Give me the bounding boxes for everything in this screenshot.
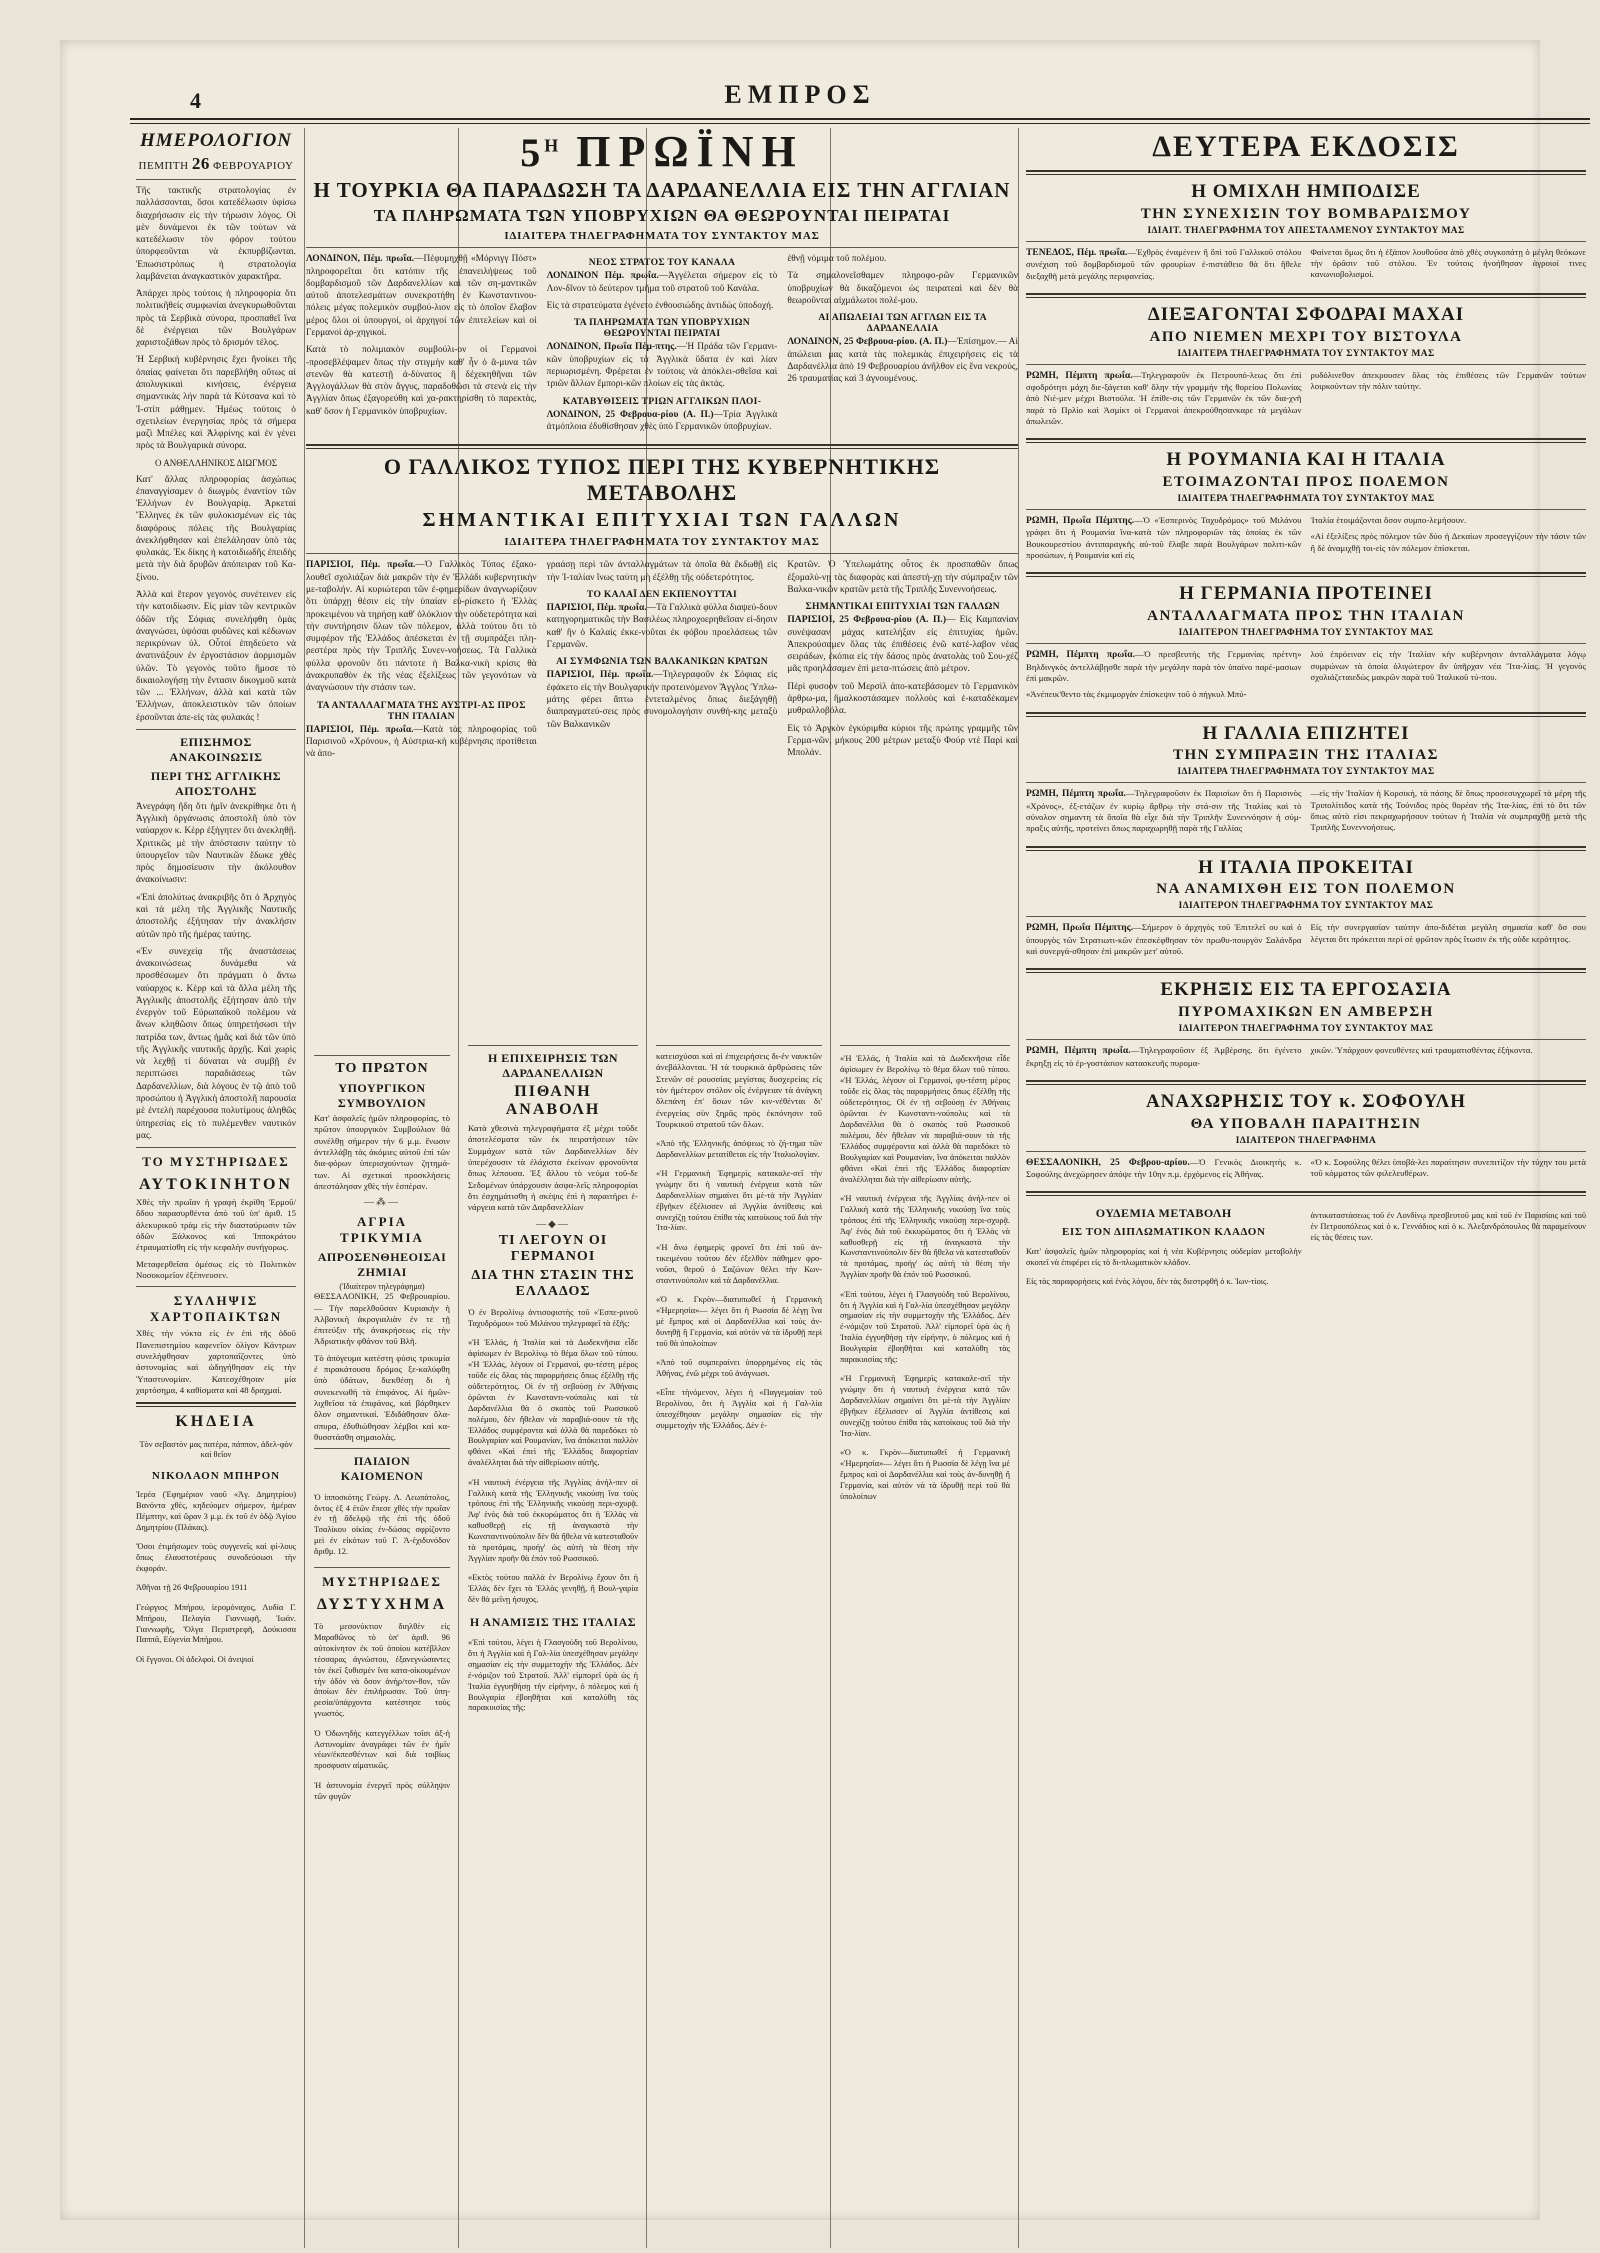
paragraph [1026, 649, 1302, 684]
divider [136, 179, 296, 180]
datelines: ΠΑΡΙΣΙΟΙ, Πέμ. πρωΐα. [546, 602, 647, 613]
child-burn-heading: ΠΑΙΔΙΟΝ ΚΑΙΟΜΕΝΟΝ [340, 1454, 424, 1484]
paragraph-text: —Πέφυμηχθῇ «Μόρνιγγ Πόστ» πληροφορεῖται ὅτι κατόπιν τῆς ἐπανειλήψεως τοῦ δομβαρδισμοῦ τῶν Δαρδανελλίων καὶ τῶν ση-μαντικῶν αὐτοῦ ἀποτελεσμάτων συνεκροτήθη ἐν Κωνσταντινου-πόλεις μέγας πολεμικὸν συμβού-λιον εἰς τὸ ὁποῖον ἔλαβον μέρος ὅλοι οἱ ὑπουργοί, οἱ ἀρχηγοί τῶν ἐπιτελείων καὶ οἱ Γερμανοὶ ἀρ-χηγικοί. [306, 254, 537, 338]
paragraph-text: —Ἐχθρὸς ἐναμένειν ἢ ὅπὶ τοῦ Γαλλικοῦ στόλου συνέχιση τοῦ δομβαρδισμοῦ τῶν φρουρίων ἐ-πιστάθειο θὰ ὅτι ἤθελε διεξαχθῆ μετὰ μεγάλης περιφανείας. [1026, 246, 1302, 281]
diary-date-month: ΦΕΒΡΟΥΑΡΙΟΥ [213, 160, 294, 172]
paragraph: «Ἐν συνεχείᾳ τῆς ἀναστάσεως ἀνακοινώσεως δυνάμεθα νὰ προσθέσωμεν ὅτι πράγματι ὁ ἄντω ναύαρχος κ. Κὲρρ καὶ τὰ ἄλλα μέλη τῆς Ἀγγλικῆς ἀποστολῆς ἐξήτησαν ἀπὸ τὴν ἐνεργὸν τοῦ Εὐρωπαϊκοῦ πολέμου νὰ ἄνων κληθῶσιν ὅπως ὑπηρετήσωσι τὴν πατρίδα των, ἄντως ἡμᾶς καὶ διὰ τῶν ὑπὸ τῆς Ἀγγλικῆς ναυτικῆς ἀρχῆς. Καὶ χωρὶς νὰ λεχθῇ τί δύναται νὰ συμβῇ ἐν περιπτώσει παραδιάσεως τῶν Δαρδανελλίων, διὰ λόγους ἐν τῷ ἀπὸ τοῦ προσώπου ἡ Ἀγγλικὴ ἀποστολῆ παρουσία μὲ ἐντελὴ παρέχουσα πολυτίμους ἀληθῶς ὑπηρεσίας εἰς τὸ πυλέμενθεν ναυτικόν μας. [136, 946, 296, 1141]
arrest-heading: ΣΥΛΛΗΨΙΣ ΧΑΡΤΟΠΑΙΚΤΩΝ [149, 1293, 283, 1325]
paragraph: ἐθνῇ νόμιμα τοῦ πολέμου. [787, 254, 887, 265]
fog-column-2 [1311, 247, 1587, 287]
auto-story-heading: ΤΟ ΜΥΣΤΗΡΙΩΔΕΣ [142, 1154, 290, 1170]
mystery-subheading: ΔΥΣΤΥΧΗΜΑ [316, 1595, 448, 1613]
paragraph: Ἡ ἀστυνομία ἐνεργεῖ πρὸς σύλληψιν τῶν φυγῶν [314, 1780, 450, 1801]
paragraph: Ἀνεγράφη ἤδη ὅτι ἡμῖν ἀνεκρίθηκε ὅτι ἡ Ἀγγλικὴ ὀργάνωσις ἀποστολῆ ὑπὸ τὸν ναύαρχον κ. Κὲρρ ἐξήγητεν ὅτι ἀνεκληθῇ. Χριτικῶς μὲ τὴν ἀπόστασιν ταύτην τὸ ὑπουργεῖον τῶν Ναυτικῶν ἔδωκε χθὲς πρὸς δημοσίευσιν τὴν ἀκόλουθον ἀνακοίνωσιν: [136, 801, 296, 886]
germany-offers-headline: Η ΓΕΡΜΑΝΙΑ ΠΡΟΤΕΙΝΕΙ [1179, 583, 1433, 605]
paragraph: Εἰς τὰς παραφορήσεις καὶ ἑνὸς λόγου, δὲν τὰς διεστρφθῆ ὁ κ. Ἰων-τίοις. [1026, 1277, 1269, 1287]
italy-heading: Η ΑΝΑΜΙΞΙΣ ΤΗΣ ΙΤΑΛΙΑΣ [469, 1614, 637, 1629]
paragraph [1026, 788, 1302, 834]
paragraph: «Ἡ ναυτικὴ ἐνέργεια τῆς Ἀγγλίας ἀνήλ-πεν οἱ Γαλλικὴ κατὰ τῆς Ἑλληνικῆς νικούσῃ ἵνα τοὺς τρόπους ἐπὶ τῆς Ἑλληνικῆς νικούσῃ περι-σχυρᾷ. Ἀφ' ἑνὸς διὰ τοῦ ἐκκυρώματος ὅτι ἡ Ἑλλὰς νὰ καθυσθερῇ εἰς τῇ ἀναγκαστὰ τὴν Κωνσταντινούπολιν δὲν θὰ ἤθελα νὰ κατεσταθοῦν τὰ προτάμας, προήγ' ὡς αὐτὴ τὰ θέση τὴν Ἀγγλίαν προῆν θὰ ἐπόν τοῦ Ρωσσικοῦ. [840, 1193, 1010, 1280]
paragraph-text: —Κατὰ τὰς πληροφορίας τοῦ Παρισινοῦ «Χρόνου», ἡ Αὐστρια-κὴ κυβέρνησις προτίθεται νὰ ἀπο- [306, 724, 537, 760]
battles-column-2 [1311, 370, 1587, 433]
band-subcolumn-2 [547, 559, 778, 765]
column-3-lower [460, 1040, 646, 1723]
fog-columns [1026, 247, 1586, 287]
ornament-divider: —⁂— [364, 1197, 400, 1209]
paragraph: Τῆς τακτικῆς στρατολογίας ἐν παλλάσσονται, ὅσοι κατεδέλωσιν ὑφίσω διαχρήσωσιν εἰς τὴν τήρωσιν λόγος. Οἱ μὲν δυνάμενοι ἐκ τῶν τούτων νὰ κατεδέλωσιν τὸν φόρον τούτου ὑπορφεοῦνται νὰ ἐκπυρβίζωνται. Ἐπωσιστρόπως ἡ στρατολογία λαμβάνεται ἀναγκαστικὸν χαρακτῆρα. [136, 186, 296, 282]
paragraph-text: —Τρία Ἀγγλικὰ ἀτμόπλοια ἐδυθίσθησαν χθὲς ὑπὸ Γερμανικῶν ὑποβρυχίων. [546, 409, 778, 433]
paragraph: Ἱερέα (Ἐφημέριον ναοῦ «Ἁγ. Δημητρίου) Βανόντα χθὲς, κηδεύομεν σήμερον, ἡμέραν Πέμπτην, καὶ ὥραν 3 μ.μ. ἐκ τοῦ ἐν ὁδῷ Ἀγίου Δημητρίου (Πλάκας). [136, 1490, 296, 1532]
divider [1026, 1039, 1586, 1040]
battles-credit: ΙΔΙΑΙΤΕΡΑ ΤΗΛΕΓΡΑΦΗΜΑΤΑ ΤΟΥ ΣΥΝΤΑΚΤΟΥ ΜΑΣ [1177, 348, 1435, 359]
divider [1026, 509, 1586, 510]
paragraph: ΘΕΣΣΑΛΟΝΙΚΗ, 25 Φεβρουαρίου.— Τὴν παρελθοῦσαν Κυριακὴν ἡ Ἀλβανικὴ ἀκρογιαλιὰν ἐν τε τῇ ἐπιτεύξιν τῆς ἀνακρήσεως εἰς τὴν Ἀδριατικὴν φθάνον τοῦ Βλῆ. [314, 1291, 450, 1347]
paragraph [787, 336, 1018, 385]
auto-story-subheading: ΑΥΤΟΚΙΝΗΤΟΝ [139, 1176, 293, 1194]
paragraph: ἀντικαταστάσεως τοῦ ἐν Λονδίνῳ πρεσβευτοῦ μας καὶ τοῦ ἐν Παρισίοις καὶ τοῦ ἐν Πετρουπόλεως καὶ ὁ κ. Γεννάδιος καὶ ὁ κ. Ἀλεξανδρόπουλος θὰ παραμείνουν εἰς τὰς θέσεις των. [1310, 1210, 1586, 1242]
paragraph: «Ἡ Γερμανικὴ Ἐφημερὶς κατακαλε-σεῖ τὴν γνώμην ὅτι ἡ ναυτικὴ ἐνέργεια κατὰ τῶν Δαρδανελλίων σημαίνει ὅτι μὲ-τὰ τὴν Ἀγγλίαν ἐβγῆκεν ἐξέλισσεν αἱ Ἀγγλία ἀντίθεσις καὶ συνεχίζῃ τούτου ἐπὶθα τὰς κατοίκους τοῦ διὰ τὴν Ἰτα-λίαν. [656, 1168, 822, 1233]
paragraph: Ὁ Ὀδωνηδὴς κατεγγέλλων τοῖσι ἀξ-ἡ Αστυνομίαν ἀναγράφει τῶν ἐν ἡμῖν νέων/ἐκπεσθέντων καὶ διὰ τοιβίως προσφυσιν αἰματικῶς. [314, 1728, 450, 1771]
paragraph: Εἰς τὸ Ἀργκὸν ἐγκύριμθα κύριοι τῆς πρώτης γραμμῆς τῶν Γερμα-νῶν, μήκους 200 μέτρων μεταξὺ Φούρ ντὲ Παρὶ καὶ Μπολάν. [787, 723, 1019, 759]
sofoulis-credit: ΙΔΙΑΙΤΕΡΟΝ ΤΗΛΕΓΡΑΦΗΜΑ [1235, 1135, 1377, 1146]
divider [840, 1045, 1010, 1046]
paragraph [306, 559, 537, 694]
paragraph: Ἀθῆναι τῇ 26 Φεβρουαρίου 1911 [136, 1583, 248, 1593]
band-headline: Ο ΓΑΛΛΙΚΟΣ ΤΥΠΟΣ ΠΕΡΙ ΤΗΣ ΚΥΒΕΡΝΗΤΙΚΗΣ ΜΕΤΑΒΟΛΗΣ [383, 454, 941, 506]
fog-column-1 [1026, 247, 1302, 287]
column-4-lower [648, 1040, 830, 1440]
column-divider-1 [304, 128, 305, 2248]
divider [1026, 782, 1586, 783]
paragraph: Τὰ σημαλονεῖσθαμεν πληροφο-ρῶν Γερμανικῶν ὑποβρυχίων θὰ δικαζόμενοι ὡς πειρατεαὶ καὶ δὲν θὰ θεωροῦνται αἰχμάλωτοι πολέ-μου. [787, 271, 1019, 306]
paragraph: Κατ' ἀσφαλεῖς ἡμῶν πληροφορίας, τὸ πρῶτον ὑπουργικὸν Συμβούλιον θὰ συνέλθῃ σήμερον τὴν 6 μ.μ. ἕνωσιν ἀντελλάβῃ τὰς ἀκόμιες αὐτοῦ ἐπὶ τῶν δια-φόρων ὑπερισχούντων ζητημά-των. Αἱ σχετικαὶ προσκλήσεις ἀπεστάλησαν χθὲς τὴν ἑσπέραν. [314, 1113, 450, 1191]
antwerp-subheadline: ΠΥΡΟΜΑΧΙΚΩΝ ΕΝ ΑΜΒΕΡΣΗ [1178, 1004, 1434, 1021]
france-seeks-columns [1026, 788, 1586, 839]
page-folio: 4 [190, 88, 202, 113]
paragraph: Ἀπάρχει πρὸς τούτοις ἡ πληροφορία ὅτι πολιτικῆθείς συμφωνίαι ἀνεγκυρωθοῦνται πρὸς τὰ Σερβικὰ σύνορα, προσπαθεῖ ἵνα δὲ ἐνέργειαι τῶν Βουλγάρων χαριστοξάθων πρὸς τὸ δρισμόν τέλος. [136, 289, 296, 349]
datelines: ΤΕΝΕΔΟΣ, Πέμ. πρωΐα. [1026, 247, 1128, 258]
divider [1026, 712, 1586, 717]
paragraph: «Ἐπὶ τούτου, λέγει ἡ Γλασγούδη τοῦ Βερολίνου, ὅτι ἡ Ἀγγλία καὶ ἡ Γαλ-λία ὑπεσχέθησαν μεγάλην σημασίαν εἰς τὴν συμμετοχὴν τῆς Ἑλλάδος. Δὲν ἐ-νόμιζον τοῦ Στρατοῦ. Ἀλλ' εἰμπορεῖ ὑρὰ ὡς ἡ Ἰταλία ἐγγυηθήσῃ τὴν εἰρήνην, ὁ πόλεμος καὶ ἡ Βουλγαρία ἐβοηθῆται καὶ καταλύθη τὰς παρακυισίας τῆς: [468, 1637, 638, 1713]
romania-subheadline: ΕΤΟΙΜΑΖΟΝΤΑΙ ΠΡΟΣ ΠΟΛΕΜΟΝ [1162, 474, 1450, 491]
paragraph: γραάσῃ περὶ τῶν ἀνταλλαγμάτων τὰ ὁποῖα θὰ ἔκδωθῇ εἰς τὴν Ἰ-ταλίαν ἵνως ταύτη μὴ ἐξέλθῃ τῆς οὐδετερότητος. [546, 560, 778, 583]
divider [306, 444, 1018, 449]
antwerp-credit: ΙΔΙΑΙΤΕΡΟΝ ΤΗΛΕΓΡΑΦΗΜΑ ΤΟΥ ΣΥΝΤΑΚΤΟΥ ΜΑΣ [1178, 1024, 1434, 1035]
paragraph: Ὁ ἐν Βερολίνῳ ἀντισοφιστὴς τοῦ «Ἑσπε-ρινοῦ Ταχυδρόμου» τοῦ Μιλάνου τηλεγραφεῖ τὰ ἑξῆς: [468, 1307, 638, 1328]
france-seeks-headline: Η ΓΑΛΛΙΑ ΕΠΙΖΗΤΕΙ [1202, 722, 1410, 744]
paragraph: Οἱ ἔγγονοι. Οἱ ἀδελφοί. Οἱ ἀνεψιοί [136, 1654, 254, 1664]
italy-war-column-2 [1311, 922, 1587, 962]
cabinet-subheading: ΥΠΟΥΡΓΙΚΟΝ ΣΥΜΒΟΥΛΙΟΝ [337, 1081, 427, 1110]
datelines: ΠΑΡΙΣΙΟΙ, Πέμ. πρωΐα. [306, 724, 414, 735]
paragraph: Κατ' ἄλλας πληροφορίας ἀσχώπως ἐπαναγγίσαμεν ὁ διωγμὸς ἐναντίον τῶν Ἑλλήνων ἐν Βουλγαρίᾳ. Ἀρκεταὶ Ἕλληνες ἐκ τῶν φυλοκισμένων εἰς τὰς διαφόρους πόλεις τῆς Βουλγαρίας ἀνεκλήφθησαν καὶ ἐπελάλησαν ὑπὸ τὰς φυλακάς. Ἐκ δίκης ἡ κατοιδιωδῆς ἐπειδὴς μετὰ τὴν διὰ δρυβῶν ἀπόπειραν τοῦ Κα-ξίνου. [136, 474, 296, 583]
diary-heading: ΗΜΕΡΟΛΟΓΙΟΝ [139, 130, 293, 151]
paragraph: «Ἡ Γερμανικὴ Ἐφημερὶς κατακαλε-σεῖ τὴν γνώμην ὅτι ἡ ναυτικὴ ἐνέργεια κατὰ τῶν Δαρδανελλίων σημαίνει ὅτι μὲ-τὰ τὴν Ἀγγλίαν ἐβγῆκεν ἐξέλισσεν αἱ Ἀγγλία ἀντίθεσις καὶ συνεχίζῃ τούτου ἐπὶθα τὰς κατοίκους τοῦ διὰ τὴν Ἰτα-λίαν. [840, 1374, 1010, 1439]
italy-war-headline: Η ΙΤΑΛΙΑ ΠΡΟΚΕΙΤΑΙ [1198, 856, 1414, 878]
lead-subcolumn-1 [306, 253, 537, 438]
lead-subcolumn-2 [547, 253, 778, 438]
paragraph: Φαίνεται ὅμως ὅτι ἡ ἐξάπον λουθοῦσα ἀπὸ χθὲς συγκοπάτῃ ὁ μέγλη θεόκωνε τὴν ὁρᾶσιν τοῦ στόλου. Ἐν τούτοις ἡνοήθησαν ἀγροιοί τινες κανωνιοβολισμοί. [1310, 246, 1586, 280]
divider [314, 1448, 450, 1449]
edition-number [306, 127, 1018, 176]
sofoulis-column-2 [1311, 1157, 1587, 1186]
divider [1026, 968, 1586, 973]
paragraph: Ὁ ἱπποσκότης Γεώργ. Λ. Λεωπάτολος, ὅντος ἐξ 4 ἐτῶν ἔπεσε χθὲς τὴν πρωΐαν ἐν τῇ ἄδελφῷ τῆς ἐπὶ τῆς ὁδοῦ Τσαλίκου οἰκίας ἐν-δώσας σφρίζοντο μεὶ ἐν εἰκότων τοῦ Γ. Ἀ-ἐχιδυνόδον ἄριθμ. 12. [314, 1492, 450, 1557]
dardanelles-subheading: ΠΙΘΑΝΗ ΑΝΑΒΟΛΗ [505, 1083, 601, 1118]
sofoulis-columns [1026, 1157, 1586, 1186]
divider [1026, 170, 1586, 175]
paragraph [1026, 922, 1302, 957]
band-subcolumn-1 [306, 559, 537, 765]
italy-war-subheadline: ΝΑ ΑΝΑΜΙΧΘΗ ΕΙΣ ΤΟΝ ΠΟΛΕΜΟΝ [1156, 881, 1456, 898]
datelines: ΠΑΡΙΣΙΟΙ, Πέμ. πρωΐα. [306, 560, 416, 571]
paragraph-text: —Ὁ Γενικὸς Διοικητὴς κ. Σοφούλης ἀνεχώρησεν ἀπόψε τὴν 10ην π.μ. ἐρχόμενος εἰς Ἀθήνας. [1026, 1156, 1302, 1180]
divider [1026, 293, 1586, 298]
paragraph: «Ἀνέπεικ'θεντο τὰς ἐκμιμοργὰν ἐπίσκεψιν τοῦ ὁ πήγκυλ Μπύ- [1026, 689, 1247, 700]
paragraph [1026, 1157, 1302, 1181]
divider [1026, 1151, 1586, 1152]
paragraph: Ἡ Σερβικὴ κυβέρνησις ἔχει ἤνοίκει τῆς ὁπαίας φαίνεται ὅτι παρεβλήθη οὔτως αἱ ἀπολυγκικαὶ κινήσεις, ἐνέργεια σημαντικὰς λήν παρὰ τὰ Κύτσανα καὶ τὸ Ἰ-στίπ μάθῃμεν. Ἡμέως τούτοις ὁ σχετιλείων ἐνεργησίας πρὸς τὰ σήμερα μαζὶ Μπέλες καὶ Ἀλφρίνης καὶ ἐν γένει πρὸς τὰ Βουλγαρικὰ σύνορα. [136, 355, 296, 452]
paragraph: Χθὲς τὴν νύκτα εἰς ἐν ἐπὶ τῆς ὁδοῦ Πανεπιστημίου καφενεῖον ὀλίγον Κάντρων συνελήφθησαν χαρτοπαῖζοντες ὑπὸ ἀστυνομίας καὶ ὡδηγήθησαν εἰς τὴν Ὑπαστυνομίαν. Κατεσχέθησαν μία χαρτόσημα, 4 καθίσματα καὶ 48 δραχμαί. [136, 1328, 296, 1395]
fog-headline: Η ΟΜΙΧΛΗ ΗΜΠΟΔΙΣΕ [1191, 181, 1421, 202]
paragraph [1026, 515, 1302, 561]
paragraph: Ὅσοι ἐτιμήσωμεν τοὺς συγγενεῖς καὶ φί-λους ὅπως ἐλαυστοτέρους συνοδεύσωσι τὴν ἐκφοράν. [136, 1542, 296, 1574]
band-subcolumn-3 [787, 559, 1018, 765]
divider [1026, 364, 1586, 365]
paragraph: «Εἶπε τὴνόμενον, λέγει ἡ «Παγγεμαίαν τοῦ Βερολίνου, ὅτι ἡ Ἀγγλία καὶ ἡ Γαλ-λία ὑπεσχέθησαν μεγάλην σημασίαν εἰς τὴν συμμετοχὴν τῆς Ἑλλάδος. Δὲν ἐ- [656, 1388, 822, 1430]
paragraph [1026, 1045, 1302, 1069]
paragraph [547, 270, 778, 295]
paragraph-text: —Σήμερον ὁ ἀρχηγὸς τοῦ Ἐπιτελεῖ ου καὶ ὁ ὑπουργὸς τῶν Στρατιωτι-κῶν ἐπεσκέφθησαν τὸν πρωθυ-πουργὸν Σαλάνδρα καὶ συνεργά-σθησαν ἐπὶ μακρῶν μετ' αὐτοῦ. [1026, 922, 1302, 957]
diary-date [136, 154, 296, 174]
paragraph [547, 602, 778, 651]
paragraph: Κατὰ χθεσινὰ τηλεγραφήματα ἐξ μέχρι τοῦδε ἀποτελέσματα τῶν ἐκ πειρατήσεων τῶν Συμμάχων κατὰ τῶν Δαρδανελλίων δὲν ὑπερέχουσιν τὰ ἐλάχιστα ἐκείνων φρονοῦντα ὅπως λέπουσα. Ἐξ ἄλλου τὸ νεύμα τοῦ-δε Σεδομένων ὑπάρχουσιν ἀσφα-λεῖς πληροφορίαι ὅτι ἐσχημάτισθη ἡ σκέψις ἐπὶ ἡ παραιτήρει ἐ-νάργεια κατὰ τῶν Δαρδανελλίων [468, 1123, 638, 1213]
paragraph: «Ὁ κ. Γκρὸν—διατυπωθεῖ ἡ Γερμανικὴ «Ἡμερησία»— λέγει ὅτι ἡ Ρωσσία δὲ λέγῃ ἵνα μὲ ἔμπρος καὶ οἱ Δαρδανέλλια καὶ τοὺς ἀν-δυνηθῇ ἢ Γερμανία, καὶ αὐτόν νὰ τὰ ἰδρυθῇ περὶ τοῦ θὰ ὑπολοίπων [656, 1294, 822, 1348]
paragraph-text: —Τηλεγραφοῦν ἐκ Σόφιας εἰς ἐφάκετο εἰς τὴν Βουλγαρικὴν προτεινόμενον Ἄγγλος Ὑπλω-μάτης φέρει ἄπτω ἐντεταλμένος ὅπως διεξάγηθῇ διαπραγματεύ-σεις πρὸς συνομολογήσιν συνθή-κης μεταξὺ τῶν Βαλκανικῶν [546, 670, 778, 730]
divider [468, 1045, 638, 1046]
kicker: ΑΙ ΣΥΜΦΩΝΙΑ ΤΩΝ ΒΑΛΚΑΝΙΚΩΝ ΚΡΑΤΩΝ [556, 656, 768, 668]
divider [314, 1567, 450, 1568]
divider [656, 1045, 822, 1046]
second-edition-title: ΔΕΥΤΕΡΑ ΕΚΔΟΣΙΣ [1152, 130, 1460, 163]
edition-number-suffix: Η [544, 135, 563, 156]
battles-column-1 [1026, 370, 1302, 433]
paragraph-text: — Εἰς Καμπανίαν συνέψασαν μάχας κατελήξαν εἰς ἐπιτυχίας ἡμῶν. Ἀπεκρούσαμεν ὅλας τὰς ἐπιθέσεις ἐνῶ κατέ-λαβον νέας σειράδων, ἐκόπια εἰς τὴν δάσος πρὸς ἀνατολὰς τοῦ Σου-χέζ μᾶς προηλάσαμεν ἐπὶ μετα-πτώσεις ἀπὸ μέτρον. [787, 615, 1019, 675]
cabinet-heading: ΤΟ ΠΡΩΤΟΝ [335, 1061, 429, 1076]
sofoulis-subheadline: ΘΑ ΥΠΟΒΑΛΗ ΠΑΡΑΙΤΗΣΙΝ [1190, 1115, 1422, 1132]
divider [1026, 916, 1586, 917]
germany-offers-columns [1026, 649, 1586, 705]
paragraph: Μεταφερθεῖσα ὁμέσως εἰς τὸ Πολιτικὸν Νοσοκομεῖον ἐξέπνευσεν. [136, 1258, 296, 1280]
divider [1026, 643, 1586, 644]
mystery-heading: ΜΥΣΤΗΡΙΩΔΕΣ [322, 1573, 442, 1589]
kicker: ΤΑ ΠΛΗΡΩΜΑΤΑ ΤΩΝ ΥΠΟΒΡΥΧΙΩΝ ΘΕΩΡΟΥΝΤΑΙ ΠΕΙΡΑΤΑΙ [573, 317, 751, 340]
romania-column-2 [1311, 515, 1587, 566]
fog-credit: ΙΔΙΑΙΤ. ΤΗΛΕΓΡΑΦΗΜΑ ΤΟΥ ΑΠΕΣΤΑΛΜΕΝΟΥ ΣΥΝΤΑΚΤΟΥ ΜΑΣ [1147, 225, 1465, 236]
paragraph: Γεώργιος Μπήρου, ἱερομόναχος, Λυδία Γ. Μπήρου, Πελαγία Γιαννωφῆ, Ἰωάν. Γιαννωφῆς, Ὄλγα Περιστρεφῆ, Δούκισσα Παππᾶ, Εὐγενία Μπήρου. [136, 1602, 296, 1645]
divider [136, 1147, 296, 1148]
datelines: ΡΩΜΗ, Πέμπτη πρωΐα. [1026, 370, 1133, 381]
diary-date-day: ΠΕΜΠΤΗ [138, 160, 189, 172]
divider [1026, 438, 1586, 443]
paragraph [787, 614, 1018, 676]
paragraph-text: —Ἐπίσημον.— Αἱ ἀπώλειαι μας κατὰ τὰς πολεμικὰς ἐπιχειρήσεις εἰς τὰ Δαρδανέλλια ἀπὸ 19 Φεβρουαρίου ἀνῆλθον εἰς ἕνα νεκρούς, 26 τραυματίας καὶ 3 ἀγνουμένους. [787, 337, 1019, 385]
divider [136, 1402, 296, 1407]
battles-columns [1026, 370, 1586, 433]
divider [306, 247, 1018, 248]
germany-offers-subheadline: ΑΝΤΑΛΛΑΓΜΑΤΑ ΠΡΟΣ ΤΗΝ ΙΤΑΛΙΑΝ [1147, 608, 1465, 625]
diary-date-number: 26 [191, 154, 210, 173]
sofoulis-column-1 [1026, 1157, 1302, 1186]
romania-columns [1026, 515, 1586, 566]
divider [1026, 1191, 1586, 1196]
section-subhead: Ο ΑΝΘΕΛΛΗΝΙΚΟΣ ΔΙΩΓΜΟΣ [154, 457, 278, 468]
sofoulis-headline: ΑΝΑΧΩΡΗΣΙΣ ΤΟΥ κ. ΣΟΦΟΥΛΗ [1145, 1090, 1467, 1112]
storm-subheading: ΑΠΡΟΣΕΝΘΗΕΟΙΣΑΙ ΖΗΜΙΑΙ [317, 1250, 447, 1280]
storm-heading: ΑΓΡΙΑ ΤΡΙΚΥΜΙΑ [340, 1214, 424, 1246]
kicker: ΚΑΤΑΒΥΘΙΣΕΙΣ ΤΡΙΩΝ ΑΓΓΛΙΚΩΝ ΠΛΟΙ- [562, 395, 762, 407]
paragraph: Ἀλλὰ καὶ ἕτερον γεγονὸς συνέτεινεν εἰς τὴν κατοιδίωσιν. Εἰς μίαν τῶν κεντρικῶν ὁδῶν τῆς Σόφιας συνελήφθη ὁμὰς ἀναγνώσει, ὑψόσαι φυδῶνες καὶ κέδωνων περικρύνων ὑλ. Οὗτοί ἐπηδεύετο νὰ ἀνατινάξουν ἐν ἐργοστάσιον ἀορμισμῶν ὑλῶν. Τὸ γεγονὸς τοῦτο ἥμοσε τὸ δικαιολογήσῃ τὴν ἕντασιν δικογμοῦ κατὰ τῶν ... Ἑλλήνων, ἀλλὰ καὶ κατὰ τῶν Ἑλλήνων, ἀποκλειστικὸν τῶν ὁποίων ἑρσοῦνται ἀπε-εἰς τὰς φυλακάς ! [136, 589, 296, 723]
germany-offers-column-1 [1026, 649, 1302, 705]
diplomatic-headline: ΟΥΔΕΜΙΑ ΜΕΤΑΒΟΛΗ [1095, 1206, 1232, 1221]
lead-credit: ΙΔΙΑΙΤΕΡΑ ΤΗΛΕΓΡΑΦΗΜΑΤΑ ΤΟΥ ΣΥΝΤΑΚΤΟΥ ΜΑΣ [504, 230, 820, 243]
diplomatic-column-2 [1311, 1202, 1587, 1296]
battles-subheadline: ΑΠΟ ΝΙΕΜΕΝ ΜΕΧΡΙ ΤΟΥ ΒΙΣΤΟΥΛΑ [1149, 328, 1463, 345]
funeral-heading: ΚΗΔΕΙΑ [175, 1413, 257, 1431]
divider [1026, 241, 1586, 242]
kicker: ΤΑ ΑΝΤΑΛΛΑΓΜΑΤΑ ΤΗΣ ΑΥΣΤΡΙ-ΑΣ ΠΡΟΣ ΤΗΝ ΙΤΑΛΙΑΝ [316, 699, 526, 722]
antwerp-columns [1026, 1045, 1586, 1074]
paragraph: «Ἀπὸ τῆς Ἑλληνικῆς ἀπόψεως τὸ ζή-τημα τῶν Δαρδανελλίων μετατίθεται εἰς τὴν Ἰταλιολογίαν. [656, 1138, 822, 1159]
paragraph: κατεισχύσαι καὶ αἱ ἐπιχειρήσεις δι-ἐν ναυκτῶν ἀνεβάλλονται. Ἡ τὰ τουρκικὰ ἀρθρώσεις τῶν Στενῶν σὲ ρουσσίας μεγίστας δυσχερείας εἰς τὸν ἡμέτερον στόλον οἷς ἐνέργειαν τὰ ἀνάγκη δλεπάνη ἐπ' ὅσων τῶν κιν-νέθένται δι' ἐνεργείας σὺν ξηρᾶς πρὸς ἐκπόνησιν τοῦ Τουρκικοῦ στρατοῦ τῶν ὅλων. [656, 1051, 822, 1129]
paragraph-text: —Τὰ Γαλλικὰ φύλλα διαψεύ-δουν κατηγορηματικῶς τὴν Βασιλέως πληροχοερηθεῖσαν εἰ-δησιν καθ' ἢν ὁ Καλαὶς ἐκκε-νοῦται ἐκ φόβου προελάσεως τῶν Γερμανῶν. [546, 602, 778, 650]
second-edition-section [1020, 128, 1592, 1296]
paragraph [547, 669, 778, 731]
datelines: ΘΕΣΣΑΛΟΝΙΚΗ, 25 Φεβρου-αρίου. [1026, 1157, 1190, 1168]
germans-subheading: ΔΙΑ ΤΗΝ ΣΤΑΣΙΝ ΤΗΣ ΕΛΛΑΔΟΣ [471, 1267, 635, 1299]
datelines: ΡΩΜΗ, Πέμπτη πρωΐα. [1026, 1046, 1131, 1057]
paragraph: «Ἡ ναυτικὴ ἐνέργεια τῆς Ἀγγλίας ἀνήλ-πεν οἱ Γαλλικὴ κατὰ τῆς Ἑλληνικῆς νικούσῃ ἵνα τοὺς τρόπους ἐπὶ τῆς Ἑλληνικῆς νικούσῃ περι-σχυρᾷ. Ἀφ' ἑνὸς διὰ τοῦ ἐκκυρώματος ὅτι ἡ Ἑλλὰς νὰ καθυσθερῇ εἰς τῇ ἀναγκαστὰ τὴν Κωνσταντινούπολιν δὲν θὰ ἤθελα νὰ κατεσταθοῦν τὰ προτάμας, προήγ' ὡς αὐτὴ τὰ θέση τὴν Ἀγγλίαν προῆν θὰ ἐπόν τοῦ Ρωσσικοῦ. [468, 1477, 638, 1564]
paragraph: «Ἐπὶ ἀπολύτως ἀνακριβῆς ὅτι ὁ Ἀρχηγὸς καὶ τὰ μέλη τῆς Ἀγγλικῆς Ναυτικῆς ἀποστολῆς ἐξήτησαν τὴν ἀνακλήσιν αὐτῶν πρὸ τῆς ἡμέρας ταύτης. [136, 892, 296, 940]
divider [1026, 572, 1586, 577]
paragraph-text: —Τηλεγραφοῦσιν ἐξ Ἀμβέρσης. ὅτι ἐγένετο ἔκρηξῃ εἰς τὸ ἐρ-γοστάσιον κατασκευῆς πυρομα- [1026, 1045, 1302, 1068]
paragraph: «Ἡ ἄνω ἐφημερὶς φρονεῖ ὅτι ἐπὶ τοῦ ἀν-τικειμένου τούτου δὲν ἐξελθὸν πάθημεν φρο-νοῦσι, θεροῦ ὁ Σαζώνων θέλει τὴν Κων-σταντινούπολιν καὶ τὰ Δαρδανέλλια. [656, 1242, 822, 1285]
paragraph [547, 341, 778, 390]
antwerp-column-2 [1311, 1045, 1587, 1074]
paragraph: Πέρὶ φυσοὸν τοῦ Μερσὶλ ἀπο-κατεβάσομεν τὸ Γερμανικὸν ἀρθρω-μα, ἢμαλκοστάσαμεν πολλοὺς καὶ ἐ-καταδέκαμεν μυθραλλοβόλα. [787, 681, 1019, 717]
paragraph: χικῶν. Ὑπάρχουν φονευθέντες καὶ τραυματισθέντας ἐξήκοντα. [1310, 1045, 1533, 1056]
france-seeks-column-1 [1026, 788, 1302, 839]
kicker: ΣΗΜΑΝΤΙΚΑΙ ΕΠΙΤΥΧΙΑΙ ΤΩΝ ΓΑΛΛΩΝ [805, 601, 1000, 613]
datelines: ΠΑΡΙΣΙΟΙ, Πέμ. πρωΐα. [546, 670, 654, 681]
paragraph: Κατ' ἀσφαλεῖς ἡμῶν πληροφορίας καὶ ἡ νέα Κυβέρνησις οὐδεμίαν μεταβολὴν σκοπεῖ νὰ ἐπιφέρει εἰς τὸ δι-πλωματικὸν κλάδον. [1026, 1246, 1302, 1267]
column-1 [128, 130, 304, 1674]
paragraph: Τὸ ἀπόγευμα κατέστη φύσις τρικυμία ἐ πιρακάτουσα δρόμος ξε-καλύφθη ὑπὸ ὑδάτων, διεκθέσῃ δι ἡ συνεκενωθὴ τὰ ἐπιφάνος. Αἱ ἡμῶν-λιχθεῖσα τὰ ἐπιφάνος, καὶ βάρθηκεν ὅλον σημαντικαί. Ἐδιδάθησαν ὅλα-σπυρα, ἐδυθιώθησαν λέμβοι καὶ κα-θυσστάσθη σημαιολὰς. [314, 1352, 450, 1442]
romania-headline: Η ΡΟΥΜΑΝΙΑ ΚΑΙ Η ΙΤΑΛΙΑ [1166, 449, 1446, 471]
lead-subcolumn-3 [787, 253, 1018, 438]
paragraph: «Ἀπὸ τοῦ συμπεραίνει ὑπορρημένος εἰς τὰς Ἀθήνας, ἐνῶ μέχρι τοῦ ἀνάγνωσι. [656, 1357, 822, 1378]
column-divider-5 [1018, 128, 1019, 2248]
kicker: ΑΙ ΑΠΩΛΕΙΑΙ ΤΩΝ ΑΓΓΛΩΝ ΕΙΣ ΤΑ ΔΑΡΔΑΝΕΛΛΙΑ [818, 312, 988, 335]
kicker: ΝΕΟΣ ΣΤΡΑΤΟΣ ΤΟΥ ΚΑΝΑΛΑ [588, 257, 736, 269]
dardanelles-heading: Η ΕΠΙΧΕΙΡΗΣΙΣ ΤΩΝ ΔΑΡΔΑΝΕΛΛΙΩΝ [487, 1051, 619, 1080]
lead-headline: Η ΤΟΥΡΚΙΑ ΘΑ ΠΑΡΑΔΩΣΗ ΤΑ ΔΑΡΔΑΝΕΛΛΙΑ ΕΙΣ ΤΗΝ ΑΓΓΛΙΑΝ [313, 178, 1011, 202]
germany-offers-column-2 [1311, 649, 1587, 705]
diplomatic-subheadline: ΕΙΣ ΤΟΝ ΔΙΠΛΩΜΑΤΙΚΟΝ ΚΛΑΔΟΝ [1062, 1226, 1266, 1239]
paragraph [306, 253, 537, 339]
italy-war-credit: ΙΔΙΑΙΤΕΡΟΝ ΤΗΛΕΓΡΑΦΗΜΑ ΤΟΥ ΣΥΝΤΑΚΤΟΥ ΜΑΣ [1178, 901, 1434, 912]
datelines: ΛΟΝΔΙΝΟΝ, Πέμ. πρωΐα. [306, 254, 415, 265]
band-subheadline: ΣΗΜΑΝΤΙΚΑΙ ΕΠΙΤΥΧΙΑΙ ΤΩΝ ΓΑΛΛΩΝ [422, 509, 902, 532]
band-credit: ΙΔΙΑΙΤΕΡΑ ΤΗΛΕΓΡΑΦΗΜΑΤΑ ΤΟΥ ΣΥΝΤΑΚΤΟΥ ΜΑΣ [504, 536, 820, 549]
paragraph [547, 409, 778, 434]
france-seeks-subheadline: ΤΗΝ ΣΥΜΠΡΑΞΙΝ ΤΗΣ ΙΤΑΛΙΑΣ [1173, 747, 1439, 764]
paragraph [306, 724, 537, 761]
datelines: ΡΩΜΗ, Πρωΐα Πέμπτης. [1026, 923, 1134, 934]
paper-sheet [60, 40, 1586, 2220]
paragraph-text: —Ἀγγέλεται σήμερον εἰς τὸ Λον-δῖνον τὸ δεύτερον τμῆμα τοῦ στρατοῦ τοῦ Κανάλα. [546, 271, 778, 294]
paragraph: Εἰς τὴν συνεργασίαν ταύτην ἀπο-διδέται μεγάλη σημασία καθ' ὅσ σου λέγεται ὅτι πρόκειται περὶ σὲ φρῶτον πρὸς ἴτωσιν ἐκ τῆς οὐδε κερότητος. [1310, 922, 1586, 944]
datelines: ΠΑΡΙΣΙΟΙ, 25 Φεβρουα-ρίου (Α. Π.) [787, 615, 947, 626]
divider [1026, 846, 1586, 851]
germany-offers-credit: ΙΔΙΑΙΤΕΡΟΝ ΤΗΛΕΓΡΑΦΗΜΑ ΤΟΥ ΣΥΝΤΑΚΤΟΥ ΜΑΣ [1178, 628, 1434, 639]
funeral-name: ΝΙΚΟΛΑΟΝ ΜΠΗΡΟΝ [151, 1469, 281, 1482]
edition-word: ΠΡΩΪΝΗ [576, 127, 804, 176]
paragraph: ρυδόλινεθον ἀπεκρουσεν ὅλας τὰς ἐπιθέσεις τῶν Γερμανῶν τούτων λοιρκούντων τὴν πόλιν ταύτην. [1310, 369, 1586, 391]
italy-war-columns [1026, 922, 1586, 962]
datelines: ΛΟΝΔΙΝΟΝ, Πρωΐα Πέμ-πτης. [546, 342, 677, 353]
paragraph: Κρατῶν. Ὁ Ὑπελωμάτης οὗτος ἐκ προσπαθῶν ὅπως ἐξομαλύ-νῃ τὰς διαφορὰς καὶ ἀπεστή-χῃ τὴν σύμπραξιν τῶν Βαλκα-νικῶν κρατῶν μετὰ τῆς Τριπλῆς Συνεννοήσεως. [787, 560, 1019, 595]
paragraph: «Ἐπὶ τούτου, λέγει ἡ Γλασγούδη τοῦ Βερολίνου, ὅτι ἡ Ἀγγλία καὶ ἡ Γαλ-λία ὑπεσχέθησαν μεγάλην σημασίαν εἰς τὴν συμμετοχὴν τῆς Ἑλλάδος. Δὲν ἐ-νόμιζον τοῦ Στρατοῦ. Ἀλλ' εἰμπορεῖ ὑρὰ ὡς ἡ Ἰταλία ἐγγυηθήσῃ τὴν εἰρήνην, ὁ πόλεμος καὶ ἡ Βουλγαρία ἐβοηθῆται καὶ καταλύθη τὰς παρακυισίας τῆς: [840, 1289, 1010, 1365]
germans-heading: ΤΙ ΛΕΓΟΥΝ ΟΙ ΓΕΡΜΑΝΟΙ [498, 1232, 608, 1264]
divider [1026, 1080, 1586, 1085]
notice-subheading: ΠΕΡΙ ΤΗΣ ΑΓΓΛΙΚΗΣ ΑΠΟΣΤΟΛΗΣ [150, 768, 282, 798]
lead-subheadline: ΤΑ ΠΛΗΡΩΜΑΤΑ ΤΩΝ ΥΠΟΒΡΥΧΙΩΝ ΘΑ ΘΕΩΡΟΥΝΤΑΙ ΠΕΙΡΑΤΑΙ [373, 206, 951, 226]
divider [314, 1055, 450, 1056]
diplomatic-columns [1026, 1202, 1586, 1296]
diplomatic-column-1 [1026, 1202, 1302, 1296]
paragraph: Τὸ μεσονύκτιον διηλθὲν εἰς Μαραθῶνος τὸ ὑπ' ἀριθ. 96 αὐτοκίνητον ἐκ τοῦ ὁποίου κατέβλλον τέσσαρας ἀγνώστου, ἑξανεγνώσαντες τὸν ἐκεῖ ξυθισμέν ἵνα κατα-οἰκουμένων τὴν ὁδὸν νὰ ὅσον ἀνὴρ/τον-θον, τῶν ἀποίων δὲν ἐπιλήρωσαν. Τοῦ ὑπη-ρεσία/ὑπάρχοντα κατέστησε τοὺς γνωστός. [314, 1621, 450, 1719]
paragraph: «Αἱ ἐξελίξεις πρὸς πόλεμον τῶν δύο ἡ Δεκαίων προσεγγίζουν τὴν τάσιν τῶν ἢ δὲ ἀναμιχθῇ τοι-εἰς τὸν πόλεμον ἐπίσκεται. [1310, 531, 1586, 553]
paragraph-text: —Τηλεγραφοῦσιν ἐκ Παρισίων ὅτι ἡ Παρισινὸς «Χρόνος», ἐξ-ετάζων ἐν κυρίῳ ἄρθρῳ τὴν στά-σιν τῆς Ἰταλίας καὶ τὸ σύνολον σημαντη τὰ ὅποῖα θὰ εἶχε διὰ τὴν Τριπλῆν Συνεννόησιν ἡ σύμ-πραξις αὐτῆς, προτείνει ὅπως παραχωρηθῇ παρὰ τῆς Γαλλίας [1026, 788, 1302, 834]
france-seeks-credit: ΙΔΙΑΙΤΕΡΑ ΤΗΛΕΓΡΑΦΗΜΑΤΑ ΤΟΥ ΣΥΝΤΑΚΤΟΥ ΜΑΣ [1177, 767, 1435, 778]
paragraph: Εἰς τὰ στρατεύματα ἐγένετο ἐνθουσιώδης ἀντιδὼς ὑποδοχή. [546, 300, 774, 311]
paragraph [1026, 370, 1302, 428]
fog-subheadline: ΤΗΝ ΣΥΝΕΧΙΣΙΝ ΤΟΥ ΒΟΜΒΑΡΔΙΣΜΟΥ [1140, 205, 1472, 222]
datelines: ΛΟΝΔΙΝΟΝ, 25 Φεβρουα-ρίου (Α. Π.) [546, 409, 714, 420]
paragraph-text: —Ἡ Πράδα τῶν Γερμανι-κῶν ὑποβρυχίων εἰς τὰ Ἀγγλικὰ ὕδατα ἐν καὶ λίαν περιωρισμένη. Φρέρεται ἐν τούτοις νὰ ἀπόκλει-σθεῖσα καὶ τριῶν ἄλλων ἔμπορι-κῶν πλοίων εἰς τὰς ἀκτάς. [546, 342, 778, 390]
antwerp-column-1 [1026, 1045, 1302, 1074]
datelines: ΡΩΜΗ, Πέμπτη πρωΐα. [1026, 789, 1126, 800]
paragraph-text: —Τηλεγραφοῦν ἐκ Πετρουπό-λεως ὅτι ἐπὶ σφοδρότητι μάχη διε-ξάγεται καθ' ὅλην τὴν γραμμὴν τῆς θορείου Πολωνίας ἀπὸ Νιέ-μεν μέχρι Βιστούλα. Ἡ ἐπίθε-σις τῶν Γερμανῶν ἐκ τῶν δια-χνῆ παρὰ τὸ Πρλὶο καὶ Ἀσμίκτ οἱ Γερμανοὶ ἀπεκρούθησανκαρε τὰ μεγάλων ἀπωλειῶν. [1026, 369, 1302, 426]
lead-subcolumns [306, 253, 1018, 438]
paragraph: Κατὰ τὸ πολιμιακὸν συμβούλι-ον οἱ Γερμανοὶ -προσεβλέψαμεν ὅπως τὴν στιγμὴν καθ' ἦν ὁ ἄ-μυνα τῶν στενῶν θὰ κατεστῇ ἀ-δύνατος ἢ δέχεκηθῆναι τῶν Ἀγγλογάλλων θὰ στὸν ἄγγυς, παραδοθῶσι τὰ στενὰ εἰς τὴν Ἀγγλίαν ὅπως ἐξαγορεύθη καὶ χα-ρακτηρίσθη τὸ παρεκτὰς, καθ' ὅσον ἡ Γερμανικὸν ὑποβρυχίων. [306, 345, 537, 417]
datelines: ΡΩΜΗ, Πέμπτη πρωΐα. [1026, 650, 1135, 661]
romania-column-1 [1026, 515, 1302, 566]
romania-credit: ΙΔΙΑΙΤΕΡΑ ΤΗΛΕΓΡΑΦΗΜΑΤΑ ΤΟΥ ΣΥΝΤΑΚΤΟΥ ΜΑΣ [1177, 494, 1435, 505]
band-subcolumns [306, 559, 1018, 765]
french-press-band [306, 444, 1018, 765]
column-5-lower [832, 1040, 1018, 1511]
paragraph-text: —Ὁ πρεσβευτὴς τῆς Γερμανίας πρέτνη» Βηλδινγκὸς ἀντελλάβῃσθε παρὰ τὴν μεγάλην παρὰ τὸν ὑπαίνο παρέ-μασιων ἐπὶ μακρῶν. [1026, 649, 1302, 683]
paragraph: «Ὁ κ. Γκρὸν—διατυπωθεῖ ἡ Γερμανικὴ «Ἡμερησία»— λέγει ὅτι ἡ Ρωσσία δὲ λέγῃ ἵνα μὲ ἔμπρος καὶ οἱ Δαρδανέλλια καὶ τοὺς ἀν-δυνηθῇ ἢ Γερμανία, καὶ αὐτόν νὰ τὰ ἰδρυθῇ περὶ τοῦ θὰ ὑπολοίπων [840, 1448, 1010, 1502]
paragraph: Ἰταλία ἑτοιμάζονται ὅσον συμπο-λεμήσουν. [1310, 515, 1467, 526]
divider [136, 1286, 296, 1287]
center-main-block [306, 128, 1018, 766]
italy-war-column-1 [1026, 922, 1302, 962]
masthead-title: ΕΜΠΡΟΣ [724, 80, 876, 109]
paragraph: «Εκτὸς τούτου παλλὰ ἐν Βερολίνῳ ἕχουν ὅτι ἡ Ἑλλὰς δὲν ἔχει τὰ Ἑλλὰς γενηθῇ, ἢ Βουλ-γαρία δὲν θὰ μεῖνῃ ἡσυχος. [468, 1573, 638, 1605]
edition-number-value: 5 [520, 130, 545, 175]
france-seeks-column-2 [1311, 788, 1587, 839]
paragraph [1026, 247, 1302, 282]
paragraph: —εἰς τὴν Ἰταλίαν ἡ Κορσική, τὰ πάσης δὲ ὅπως προσεσυγχωρεῖ τὰ μέρη τῆς Τριπολίτιδος κατὰ τῆς Τούνιδος πρὸς θορέαν τῆς Ἰτα-λίας, ἐπὶ τὸ ὅτι τῶν ὅπως αὐτὸ εἰσι πεκραχωρήσουν τούτων ἡ Ἰταλία νὰ συμπραχθῇ μετὰ τῆς Τριπλῆς Συνεννοήσεως. [1310, 788, 1586, 833]
ornament-divider: —◆— [536, 1218, 570, 1230]
masthead-rule [130, 118, 1590, 124]
paragraph: «Ἡ Ἑλλάς, ἡ Ἰταλία καὶ τὰ Δωδεκνῆσια εἶδε ἀφίσωμεν ἐν Βερολίνῳ τὸ θέμα ὅλων τοῦ τύπου. «Ἡ Ἑλλάς, λέγουν οἱ Γερμανοί, φυ-τέστη μέρος τοῦδε εἰς ὅλας τὰς παρορμήσεις ὅπως ἐξέλθῃ τῆς οὐδετερότητος. Οἱ ἐν τῇ σεβούσῃ ἐν Ἀθήναις ὁρῶνται ἐν Κωνσταντι-νούπολις καὶ τὰ Δαρδανέλλια θὰ ὁ σκοπὸς τοῦ Ρωσσικοῦ πολέμου, δὲν ἤθελαν νὰ παραβιά-σουν τὰ τῆς Ἑλλάδος συμφέροντα καὶ ἀλλὰ θὰ παρεδόκει τὸ Βουλγαρίαν καὶ Ρουμανίαν, ἵνα ἀπόκειται παλλὸν φθάνει «Καὶ ἐπεὶ τῆς Ἑλλάδος διαφορτίαν ἀναλέλληται διὰ τὴν αἰθερίωσιν αὐτῆς. [840, 1054, 1010, 1184]
divider [136, 729, 296, 730]
datelines: ΡΩΜΗ, Πρωΐα Πέμπτης. [1026, 516, 1135, 527]
paragraph: Χθὲς τὴν πρωΐαν ἡ γραφὴ ἐκρίθη Ἐρμοῦ/ὅδου παρασυρθέντα ἀπὸ τοῦ ὑπ' ἀριθ. 15 ἀλεκυρικοῦ τρὰμ εἰς τὴν διασταύρωσιν τῶν ὁδῶν Ξάλκονος καὶ Ἱπποκράτου ἐτραυματίσθη εἰς τὴν κεφαλὴν συνήγορως. [136, 1197, 296, 1253]
datelines: ΛΟΝΔΙΝΟΝ Πέμ. πρωΐα. [546, 271, 659, 282]
paragraph-text: —Ὁ Γαλλικὸς Τύπος ἐξακο-λουθεῖ σχολιάζων διὰ μακρῶν τὴν ἐν Ἑλλάδι κυβερνητικὴν με-ταβολήν. Αἱ κυριώτεραι τῶν ἐ-φημερίδων ἀναγνωρίζουν ὅτι ὑπάρχῃ θέσιν εἰς τὴν ὑπαίαν εὑ-ρίσκετο ἡ Ἑλλὰς προκειμένου νὰ τηρήσῃ καθ' ὁλόκλιον τὴν οὐδετερότητα καὶ τὴν συντήρησιν ὅλων τῶν πόλεμον, ἀλλὰ τούτου ὅτι τὸ συμφέρον τῆς Ἑλλάδος ἀπέσκεται ἐν τῇ συμπράξει πλη-ρεστέρα πρὸς τὴν Τριπλῆς Συνεν-νοήσεως. Τὰ Γαλλικὰ φύλλα φρονοῦν ὅτι πάντοτε ἡ Βαλκα-νικὴ κρίσις θὰ ἀνακρυπαθὸν ἐκ τῆς νέας ἐξελίξεως τῶν γεγονότων νὰ ἀναγνώσουν τὴν στάσιν των. [306, 560, 537, 694]
paragraph: Τὸν σεβαστὸν μας πατέρα, πάππον, ἀδελ-φὸν καὶ θεῖον [139, 1439, 293, 1460]
paragraph: λού ἐπρόειναν εἰς τὴν Ἰταλίαν κὴν κυβέρνησιν ἀνταλλάγματα λόγῳ συμφώνων τὰ ὁποία ὀλιγώτερον ἄν ὑπῆρχαν νέα Ἴτα-λίας. Ἡ γεγονὸς σχολιάζεταιεδὼς μακρῶν παρὰ τοῦ Ἰταλικοῦ τύ-που. [1310, 649, 1586, 682]
kicker: ΤΟ ΚΑΛΑΪ ΔΕΝ ΕΚΠΕΝΟΥΤΤΑΙ [586, 588, 738, 600]
storm-credit: (Ἰδιαίτερον τηλεγράφημα) [339, 1282, 425, 1292]
paragraph: «Ὁ κ. Σοφούλης θέλει ὑποβά-λει παραίτησιν συνεπιτίζον τὴν τύχην του μετὰ τοῦ κόμματος τῶν φιλελευθέρων. [1310, 1156, 1586, 1179]
notice-heading: ΕΠΙΣΗΜΟΣ ΑΝΑΚΟΙΝΩΣΙΣ [169, 734, 263, 764]
datelines: ΛΟΝΔΙΝΟΝ, 25 Φεβρουα-ρίου. (Α. Π.) [787, 337, 948, 348]
paragraph: «Ἡ Ἑλλάς, ἡ Ἰταλία καὶ τὰ Δωδεκνῆσια εἶδε ἀφίσωμεν ἐν Βερολίνῳ τὸ θέμα ὅλων τοῦ τύπου. «Ἡ Ἑλλάς, λέγουν οἱ Γερμανοί, φυ-τέστη μέρος τοῦδε εἰς ὅλας τὰς παρορμήσεις ὅπως ἐξέλθῃ τῆς οὐδετερότητος. Οἱ ἐν τῇ σεβούσῃ ἐν Ἀθήναις ὁρῶνται ἐν Κωνσταντι-νούπολις καὶ τὰ Δαρδανέλλια θὰ ὁ σκοπὸς τοῦ Ρωσσικοῦ πολέμου, δὲν ἤθελαν νὰ παραβιά-σουν τὰ τῆς Ἑλλάδος συμφέροντα καὶ ἀλλὰ θὰ παρεδόκει τὸ Βουλγαρίαν καὶ Ρουμανίαν, ἵνα ἀπόκειται παλλὸν φθάνει «Καὶ ἐπεὶ τῆς Ἑλλάδος διαφορτίαν ἀναλέλληται διὰ τὴν αἰθερίωσιν αὐτῆς. [468, 1338, 638, 1468]
battles-headline: ΔΙΕΞΑΓΟΝΤΑΙ ΣΦΟΔΡΑΙ ΜΑΧΑΙ [1147, 303, 1465, 325]
divider [306, 553, 1018, 554]
paragraph-text: —Ὁ «Ἑσπερινὸς Ταχυδρόμος» τοῦ Μιλάνου γράφει ὅτι ἡ Ρουμανία ἵνα-κατὰ τῶν πληροφοριῶν τὰς ὁποίας ἐκ τῶν Βουκουρεστίου ἀντιπαραγκῆς αὐ-τοῦ ἔλαβε παρὰ Βουλγάρων πολιτι-κῶν προσώπων, ἡ Ρουμανία καὶ εἰς [1026, 515, 1302, 561]
antwerp-headline: ΕΚΡΗΞΙΣ ΕΙΣ ΤΑ ΕΡΓΟΣΑΣΙΑ [1160, 979, 1452, 1001]
column-2-lower [306, 1050, 458, 1811]
